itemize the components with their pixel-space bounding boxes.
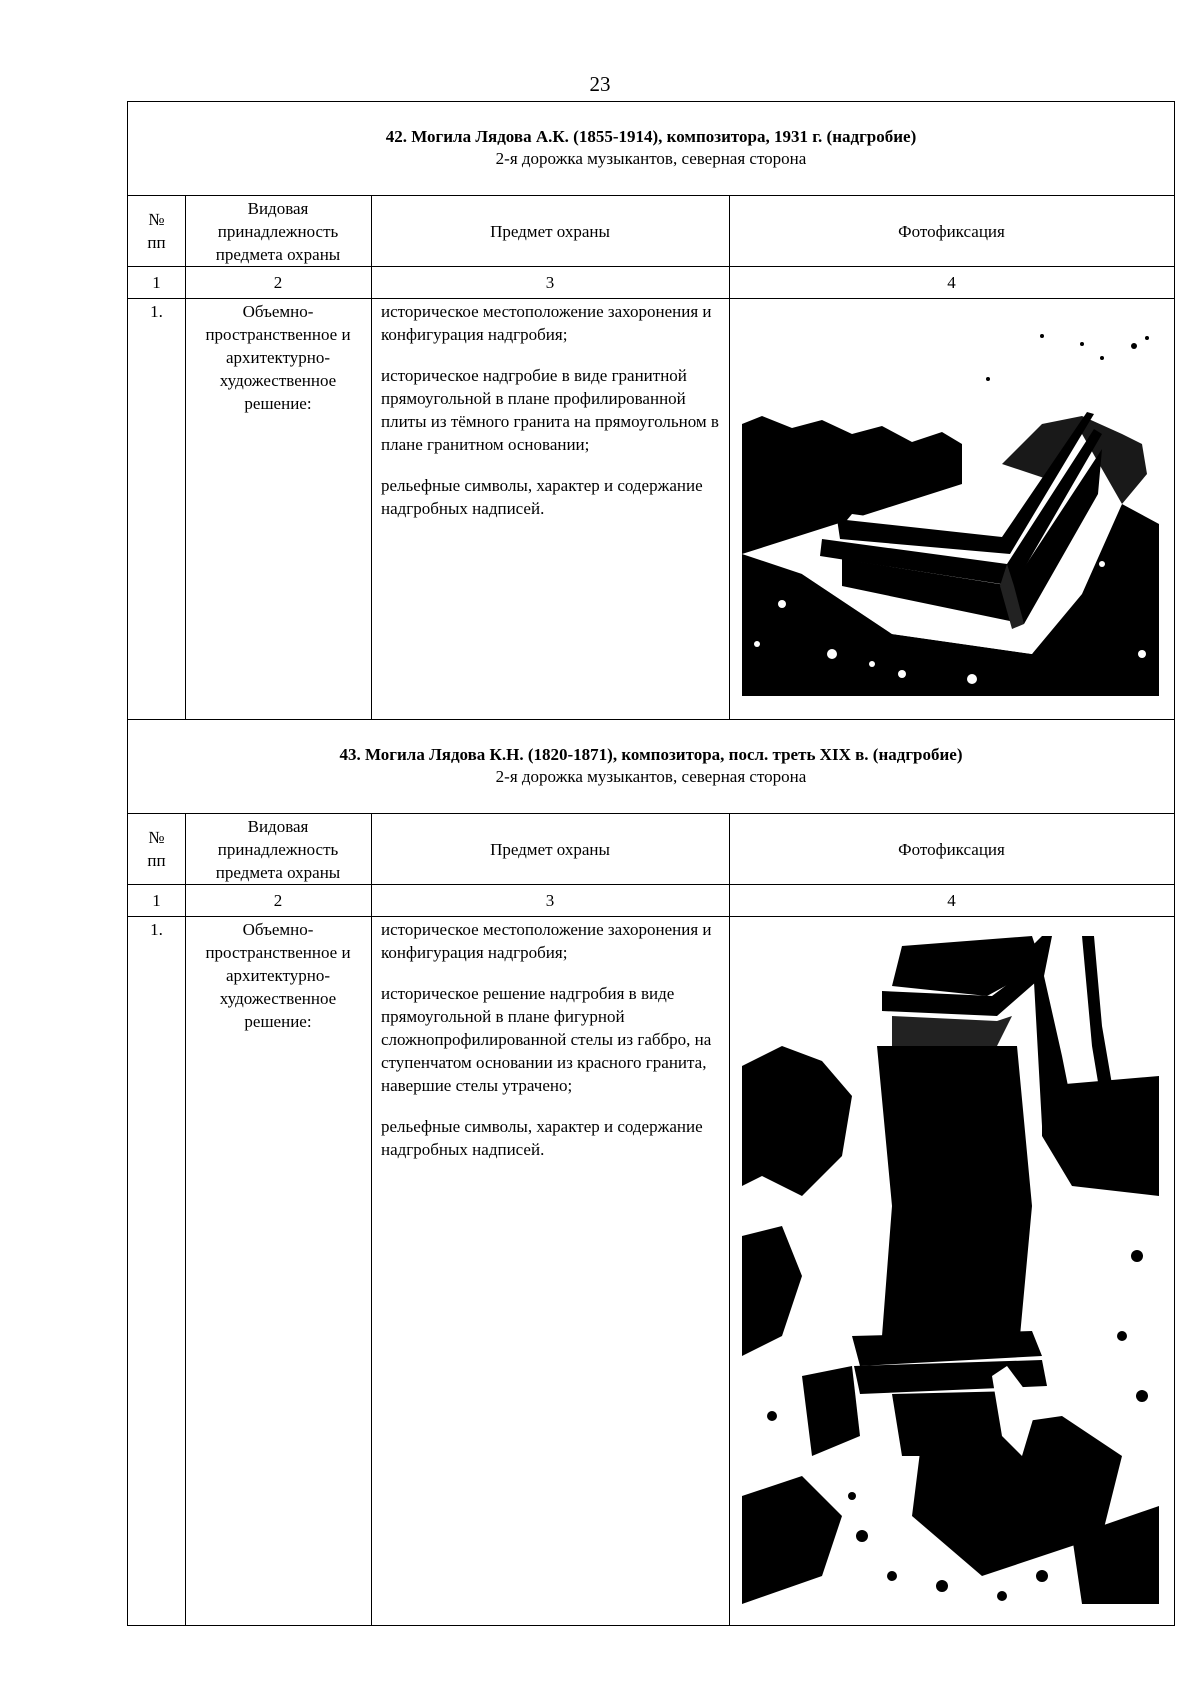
col-header-subject: Предмет охраны xyxy=(490,221,610,241)
entry-title: 43. Могила Лядова К.Н. (1820-1871), композитора, посл. треть XIX в. (надгробие) xyxy=(339,745,963,764)
subject-paragraph: историческое решение надгробия в виде прямоугольной в плане фигурной сложнопрофилированной стелы из габбро, на ступенчатом основании из красного гранита, навершие стелы утрачено; xyxy=(381,984,712,1095)
protection-table xyxy=(127,101,1175,1626)
col-index: 4 xyxy=(947,272,956,292)
col-index: 2 xyxy=(273,890,283,910)
subject-paragraph: рельефные символы, характер и содержание надгробных надписей. xyxy=(381,1117,703,1159)
col-header-photo: Фотофиксация xyxy=(898,839,1005,859)
col-header-photo: Фотофиксация xyxy=(898,221,1005,241)
entry-location: 2-я дорожка музыкантов, северная сторона xyxy=(495,149,807,168)
row-subject xyxy=(371,918,729,1179)
col-header-subject: Предмет охраны xyxy=(490,839,610,859)
tombstone-photo xyxy=(742,936,1159,1604)
row-category: Объемно-пространственное и архитектурно-художественное решение: xyxy=(205,302,351,413)
subject-paragraph: рельефные символы, характер и содержание надгробных надписей. xyxy=(381,476,703,518)
subject-paragraph: историческое местоположение захоронения и конфигурация надгробия; xyxy=(381,302,712,344)
row-number: 1. xyxy=(150,920,163,939)
col-header-type: Видовая принадлежность предмета охраны xyxy=(215,816,341,882)
tombstone-photo xyxy=(742,324,1159,696)
entry-title-block xyxy=(128,720,1174,814)
col-header-num: № пп xyxy=(147,828,166,870)
subject-paragraph: историческое местоположение захоронения и конфигурация надгробия; xyxy=(381,920,712,962)
row-subject xyxy=(371,300,729,538)
page-number: 23 xyxy=(589,72,611,96)
col-index: 1 xyxy=(152,890,161,910)
row-category: Объемно-пространственное и архитектурно-художественное решение: xyxy=(205,920,351,1031)
subject-paragraph: историческое надгробие в виде гранитной прямоугольной в плане профилированной плиты из тёмного гранита на прямоугольном в плане гранитном основании; xyxy=(381,366,719,454)
entry-title-block xyxy=(128,102,1174,196)
col-index: 3 xyxy=(545,890,555,910)
col-index: 2 xyxy=(273,272,283,292)
entry-location: 2-я дорожка музыкантов, северная сторона xyxy=(495,767,807,786)
row-number: 1. xyxy=(150,302,163,321)
col-header-num: № пп xyxy=(147,210,166,252)
col-index: 4 xyxy=(947,890,956,910)
col-index: 1 xyxy=(152,272,161,292)
col-index: 3 xyxy=(545,272,555,292)
col-header-type: Видовая принадлежность предмета охраны xyxy=(215,198,341,264)
entry-title: 42. Могила Лядова А.К. (1855-1914), композитора, 1931 г. (надгробие) xyxy=(385,127,917,146)
